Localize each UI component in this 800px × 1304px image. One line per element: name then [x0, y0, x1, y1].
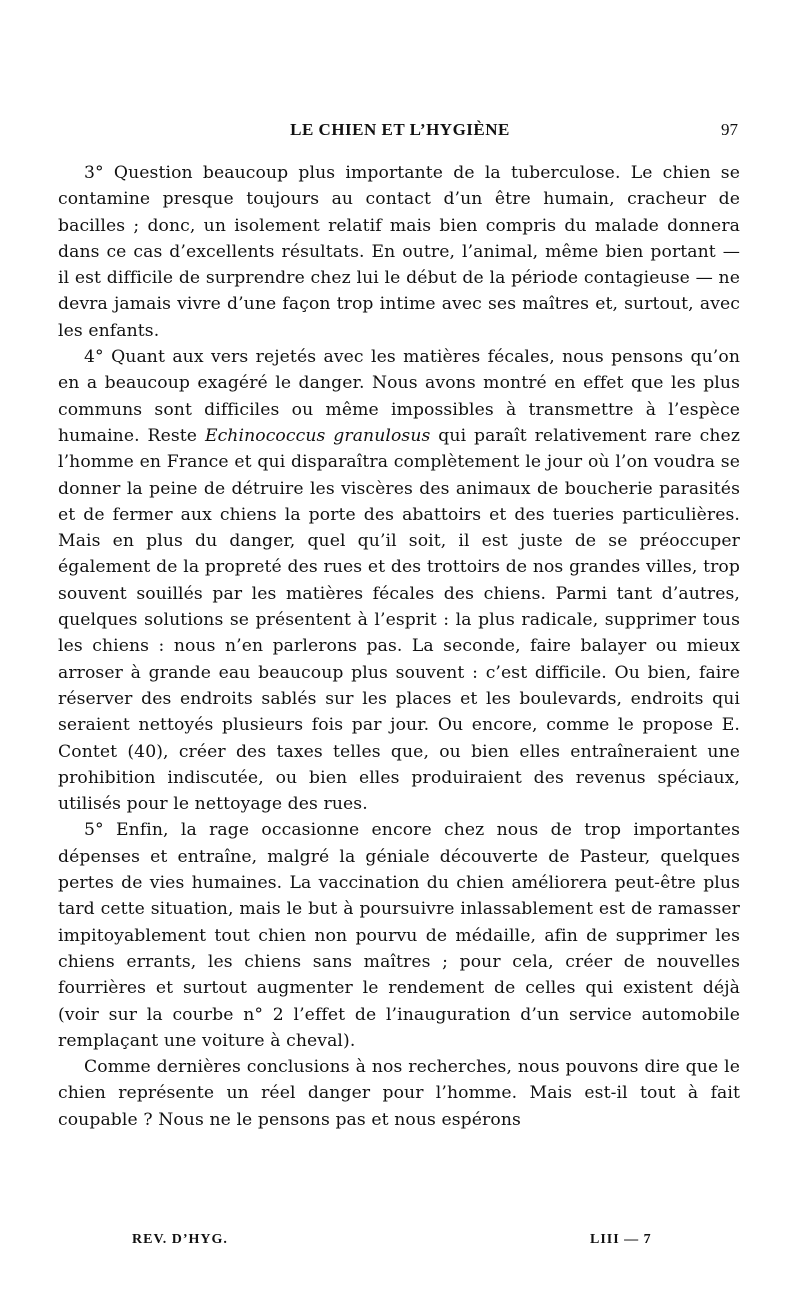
- running-title: LE CHIEN ET L’HYGIÈNE: [290, 120, 510, 139]
- running-head: [62, 117, 738, 143]
- page-footer: [62, 1232, 738, 1256]
- paragraph-conclusions: [58, 1054, 740, 1133]
- species-name: Echinococcus granulosus: [204, 425, 431, 446]
- paragraph-text: Comme dernières conclusions à nos recherches, nous pouvons dire que le chien représente un réel danger pour l’homme. Mais est-il tout à fait coupable ? Nous ne le pensons pas et nous espérons: [58, 1057, 740, 1130]
- paragraph-text: qui paraît relativement rare chez l’homme en France et qui disparaîtra complètement le jour où l’on voudra se donner la peine de détruire les viscères des animaux de boucherie parasités et de fermer aux chiens la porte des abattoirs et des tueries particulières. Mais en plus du danger, quel qu’il soit, il est juste de se préoccuper également de la propreté des rues et des trottoirs de nos grandes villes, trop souvent souillés par les matières fécales des chiens. Parmi tant d’autres, quelques solutions se présentent à l’esprit : la plus radicale, supprimer tous les chiens : nous n’en parlerons pas. La seconde, faire balayer ou mieux arroser à grande eau beaucoup plus souvent : c’est difficile. Ou bien, faire réserver des endroits sablés sur les places et les boulevards, endroits qui seraient nettoyés plusieurs fois par jour. Ou encore, comme le propose E. Contet (40), créer des taxes telles que, ou bien elles entraîneraient une prohibition indiscutée, ou bien elles produiraient des revenus spéciaux, utilisés pour le nettoyage des rues.: [58, 425, 740, 815]
- paragraph-text: 4° Quant aux vers rejetés avec les matières fécales, nous pensons qu’on en a beaucoup exagéré le danger. Nous avons montré en effet que les plus communs sont difficiles ou même impossibles à transmettre à l’espèce humaine. Reste: [58, 347, 740, 446]
- footer-signature: LIII — 7: [590, 1232, 652, 1247]
- paragraph-worms: [58, 344, 740, 817]
- paragraph-tuberculosis: [58, 160, 740, 344]
- paragraph-text: 5° Enfin, la rage occasionne encore chez nous de trop importantes dépenses et entraîne, malgré la géniale découverte de Pasteur, quelques pertes de vies humaines. La vaccination du chien améliorera peut-être plus tard cette situation, mais le but à poursuivre inlassablement est de ramasser impitoyablement tout chien non pourvu de médaille, afin de supprimer les chiens errants, les chiens sans maîtres ; pour cela, créer de nouvelles fourrières et surtout augmenter le rendement de celles qui existent déjà (voir sur la courbe n° 2 l’effet de l’inauguration d’un service automobile remplaçant une voiture à cheval).: [58, 820, 740, 1051]
- page-number: 97: [721, 120, 738, 139]
- footer-journal: REV. D’HYG.: [132, 1232, 228, 1247]
- paragraph-text: 3° Question beaucoup plus importante de la tuberculose. Le chien se contamine presque toujours au contact d’un être humain, cracheur de bacilles ; donc, un isolement relatif mais bien compris du malade donnera dans ce cas d’excellents résultats. En outre, l’animal, même bien portant — il est difficile de surprendre chez lui le début de la période contagieuse — ne devra jamais vivre d’une façon trop intime avec ses maîtres et, surtout, avec les enfants.: [58, 163, 740, 341]
- body-text: [58, 160, 740, 1133]
- paragraph-rabies: [58, 817, 740, 1054]
